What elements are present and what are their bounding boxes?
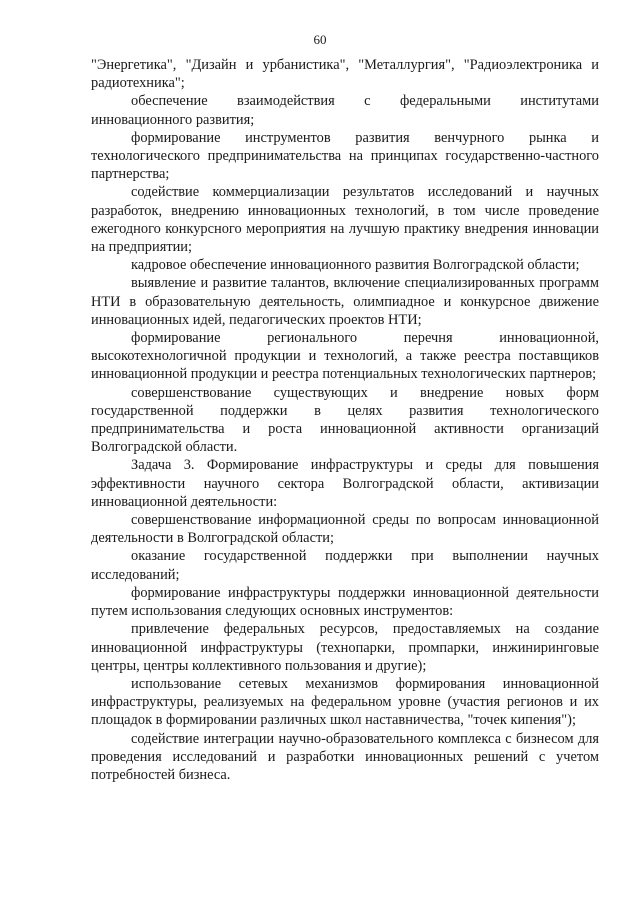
paragraph-commercialization: содействие коммерциализации результатов исследований и научных разработок, внедрению инновационных технологий, в том числе проведение ежегодного конкурсного мероприятия на лучшую практику внедрения инновации на предприятии; xyxy=(91,184,599,256)
paragraph-task-3: Задача 3. Формирование инфраструктуры и среды для повышения эффективности научного сектора Волгоградской области, активизации инновационной деятельности: xyxy=(91,457,599,510)
paragraph-product-registry: формирование регионального перечня инновационной, высокотехнологичной продукции и технологий, а также реестра поставщиков инновационной продукции и реестра потенциальных технологических партнеров; xyxy=(91,330,599,383)
paragraph-talents: выявление и развитие талантов, включение специализированных программ НТИ в образовательную деятельность, олимпиадное и конкурсное движение инновационных идей, педагогических проектов НТИ; xyxy=(91,275,599,328)
paragraph-federal-resources: привлечение федеральных ресурсов, предоставляемых на создание инновационной инфраструктуры (технопарки, промпарки, инжиниринговые центры, центры коллективного пользования и другие); xyxy=(91,621,599,674)
paragraph-business-integration: содействие интеграции научно-образовательного комплекса с бизнесом для проведения исследований и разработки инновационных решений с учетом потребностей бизнеса. xyxy=(91,730,599,783)
paragraph-federal-institutes: обеспечение взаимодействия с федеральными институтами инновационного развития; xyxy=(91,93,599,128)
paragraph-information-environment: совершенствование информационной среды по вопросам инновационной деятельности в Волгоградской области; xyxy=(91,512,599,547)
paragraph-network-mechanisms: использование сетевых механизмов формирования инновационной инфраструктуры, реализуемых на федеральном уровне (участия регионов и их площадок в формировании различных школ наставничества, "точек кипения"); xyxy=(91,675,599,729)
paragraph-infrastructure-tools: формирование инфраструктуры поддержки инновационной деятельности путем использования следующих основных инструментов: xyxy=(91,584,599,620)
paragraph-personnel: кадровое обеспечение инновационного развития Волгоградской области; xyxy=(131,257,580,274)
page-number: 60 xyxy=(313,32,327,47)
paragraph-research-support: оказание государственной поддержки при выполнении научных исследований; xyxy=(91,548,599,583)
paragraph-directions-list-end: "Энергетика", "Дизайн и урбанистика", "Металлургия", "Радиоэлектроника и радиотехника"; xyxy=(91,57,599,92)
paragraph-venture-market: формирование инструментов развития венчурного рынка и технологического предпринимательства на принципах государственно-частного партнерства; xyxy=(91,129,599,183)
document-body xyxy=(91,56,599,784)
paragraph-state-support-forms: совершенствование существующих и внедрение новых форм государственной поддержки в целях развития технологического предпринимательства и роста инновационной активности организаций Волгоградской области. xyxy=(91,384,599,456)
